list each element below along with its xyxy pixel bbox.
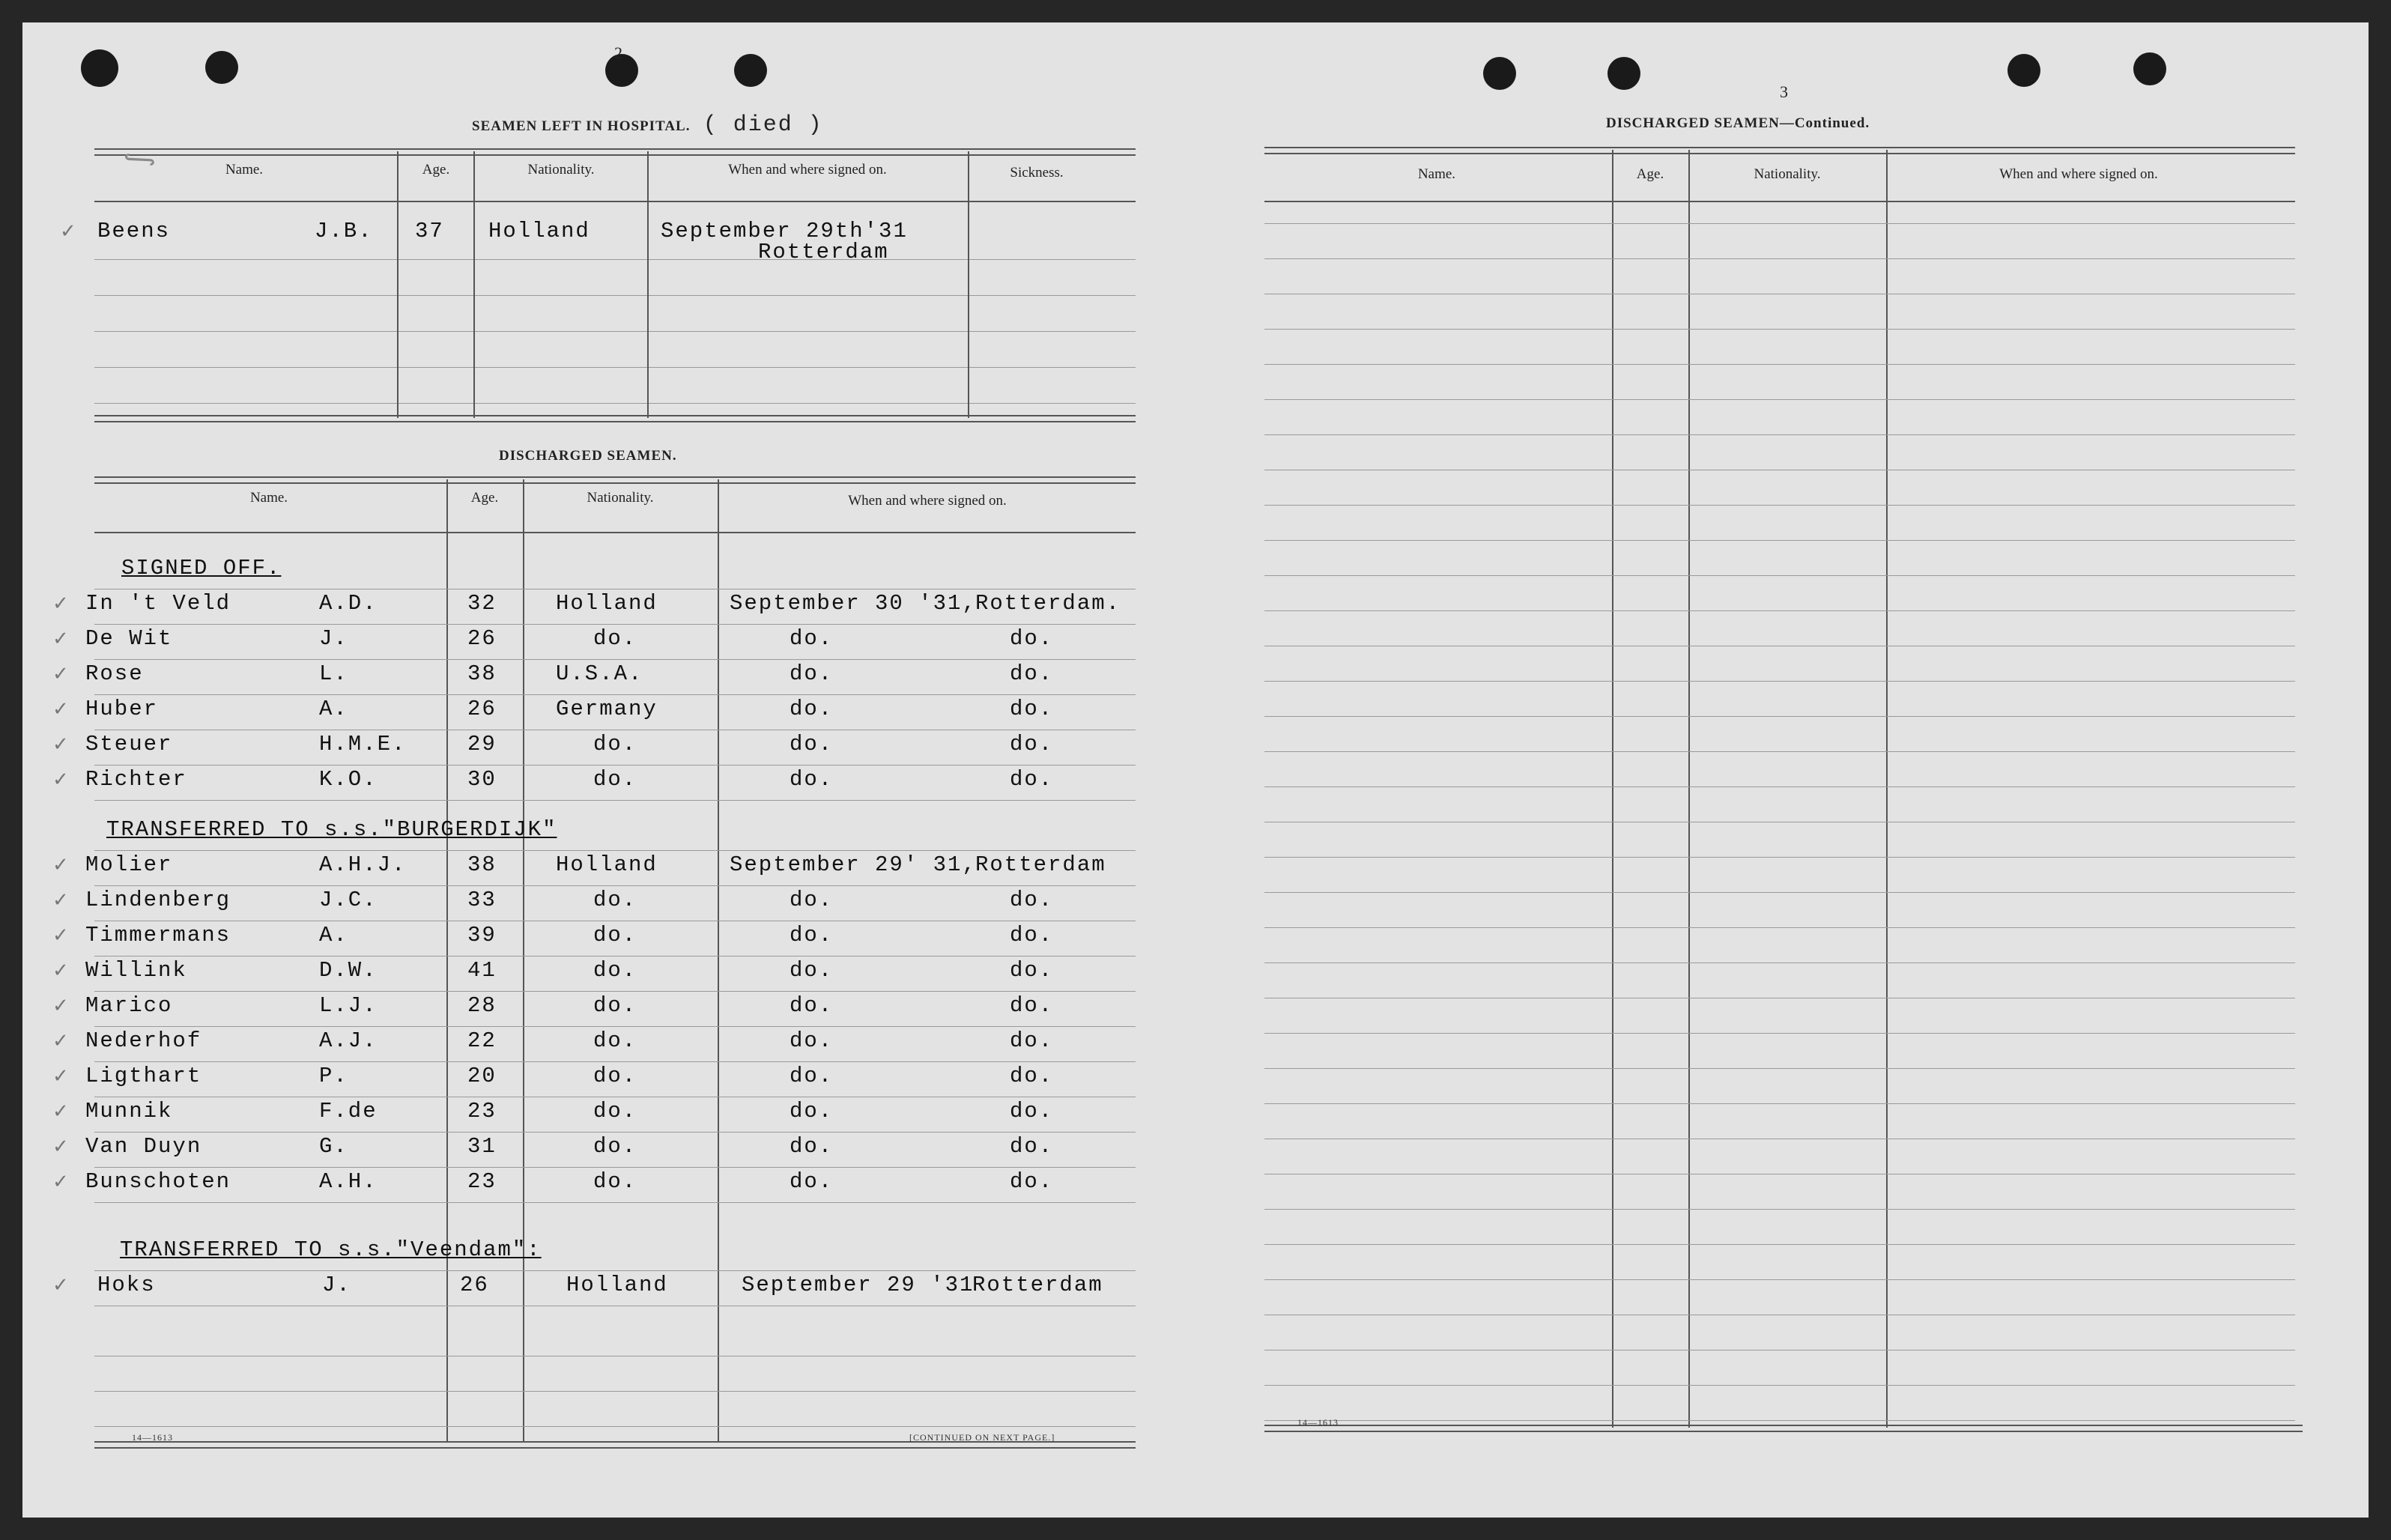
row-rule bbox=[1264, 1385, 2295, 1386]
check-mark: ✓ bbox=[52, 1100, 69, 1123]
page-number-right: 3 bbox=[1780, 82, 1788, 101]
seaman-nationality: do. bbox=[593, 923, 637, 948]
check-mark: ✓ bbox=[52, 995, 69, 1017]
group-heading: TRANSFERRED TO s.s."Veendam": bbox=[120, 1237, 542, 1262]
seaman-signed-on-place: do. bbox=[1010, 661, 1054, 686]
seaman-initials: A.J. bbox=[319, 1028, 378, 1053]
check-mark: ✓ bbox=[52, 854, 69, 876]
row-rule bbox=[1264, 258, 2295, 259]
row-rule bbox=[94, 331, 1136, 332]
seaman-initials: J.C. bbox=[319, 888, 378, 912]
seaman-nationality: do. bbox=[593, 888, 637, 912]
seaman-surname: Hoks bbox=[97, 1273, 156, 1297]
row-rule bbox=[94, 850, 1136, 851]
seaman-initials: D.W. bbox=[319, 958, 378, 983]
check-mark: ✓ bbox=[52, 1136, 69, 1158]
row-rule bbox=[1264, 892, 2295, 893]
seaman-signed-on-date: do. bbox=[790, 1099, 834, 1124]
seaman-initials: L.J. bbox=[319, 993, 378, 1018]
footer-form-number-right: 14—1613 bbox=[1297, 1417, 1339, 1428]
row-rule bbox=[94, 956, 1136, 957]
seaman-signed-on-place: Rotterdam bbox=[972, 1273, 1103, 1297]
footer-continued-note: [CONTINUED ON NEXT PAGE.] bbox=[909, 1432, 1055, 1443]
check-mark: ✓ bbox=[52, 1274, 69, 1297]
seaman-surname: In 't Veld bbox=[85, 591, 231, 616]
row-rule bbox=[1264, 786, 2295, 787]
seaman-nationality: Holland bbox=[556, 852, 658, 877]
seaman-signed-on-date: do. bbox=[790, 732, 834, 757]
seaman-initials: J. bbox=[322, 1273, 351, 1297]
seaman-age: 38 bbox=[467, 661, 497, 686]
discharged-header-rule bbox=[94, 532, 1136, 533]
discharged-table-top-rule bbox=[94, 476, 1136, 484]
seaman-signed-on-date: do. bbox=[790, 767, 834, 792]
col-divider bbox=[1886, 150, 1888, 1428]
hospital-title-text: SEAMEN LEFT IN HOSPITAL. bbox=[472, 118, 691, 134]
seaman-signed-on-date: do. bbox=[790, 1064, 834, 1088]
footer-form-number-left: 14—1613 bbox=[132, 1432, 173, 1443]
check-mark: ✓ bbox=[52, 733, 69, 756]
seaman-age: 41 bbox=[467, 958, 497, 983]
seaman-surname: Munnik bbox=[85, 1099, 173, 1124]
seaman-signed-on-date: do. bbox=[790, 697, 834, 721]
seaman-initials: L. bbox=[319, 661, 348, 686]
seaman-surname: Rose bbox=[85, 661, 144, 686]
check-mark: ✓ bbox=[52, 663, 69, 685]
right-col-name: Name. bbox=[1417, 166, 1456, 182]
check-mark: ✓ bbox=[52, 1030, 69, 1052]
seaman-age: 39 bbox=[467, 923, 497, 948]
seaman-signed-on-date: do. bbox=[790, 958, 834, 983]
seaman-surname: Steuer bbox=[85, 732, 173, 757]
seaman-initials: A.H.J. bbox=[319, 852, 407, 877]
seaman-nationality: do. bbox=[593, 1064, 637, 1088]
row-rule bbox=[94, 659, 1136, 660]
row-rule bbox=[94, 624, 1136, 625]
seaman-initials: F.de bbox=[319, 1099, 378, 1124]
punch-hole bbox=[1607, 57, 1640, 90]
right-col-signed-on: When and where signed on. bbox=[1999, 166, 2158, 182]
row-rule bbox=[94, 800, 1136, 801]
punch-hole bbox=[205, 51, 238, 84]
seaman-signed-on-date: do. bbox=[790, 1134, 834, 1159]
seaman-signed-on-place: Rotterdam bbox=[975, 852, 1106, 877]
seaman-signed-on-date: do. bbox=[790, 888, 834, 912]
seaman-nationality: Holland bbox=[566, 1273, 668, 1297]
seaman-age: 22 bbox=[467, 1028, 497, 1053]
hospital-age: 37 bbox=[415, 219, 444, 243]
row-rule bbox=[94, 367, 1136, 368]
row-rule bbox=[1264, 1209, 2295, 1210]
seaman-signed-on-place: do. bbox=[1010, 697, 1054, 721]
row-rule bbox=[1264, 1420, 2295, 1421]
check-mark: ✓ bbox=[52, 889, 69, 912]
row-rule bbox=[94, 1202, 1136, 1203]
check-mark: ✓ bbox=[52, 1065, 69, 1088]
seaman-initials: K.O. bbox=[319, 767, 378, 792]
row-rule bbox=[1264, 223, 2295, 224]
hospital-header-rule bbox=[94, 201, 1136, 202]
margin-scribble: ∫ bbox=[124, 151, 159, 168]
seaman-signed-on-place: do. bbox=[1010, 993, 1054, 1018]
discharged-col-age: Age. bbox=[470, 490, 499, 506]
row-rule bbox=[1264, 1279, 2295, 1280]
group-heading: TRANSFERRED TO s.s."BURGERDIJK" bbox=[106, 817, 557, 842]
row-rule bbox=[1264, 505, 2295, 506]
check-mark: ✓ bbox=[52, 769, 69, 791]
row-rule bbox=[1264, 681, 2295, 682]
seaman-surname: Timmermans bbox=[85, 923, 231, 948]
discharged-col-nationality: Nationality. bbox=[587, 490, 654, 506]
hospital-table-bottom-rule bbox=[94, 415, 1136, 422]
row-rule bbox=[1264, 751, 2295, 752]
seaman-age: 29 bbox=[467, 732, 497, 757]
row-rule bbox=[1264, 364, 2295, 365]
row-rule bbox=[1264, 575, 2295, 576]
row-rule bbox=[1264, 1103, 2295, 1104]
seaman-initials: J. bbox=[319, 626, 348, 651]
seaman-surname: Van Duyn bbox=[85, 1134, 202, 1159]
hospital-col-sickness: Sickness. bbox=[1010, 165, 1064, 181]
seaman-signed-on-place: do. bbox=[1010, 1064, 1054, 1088]
seaman-nationality: do. bbox=[593, 958, 637, 983]
right-col-age: Age. bbox=[1636, 166, 1664, 182]
seaman-age: 26 bbox=[467, 697, 497, 721]
row-rule bbox=[1264, 610, 2295, 611]
seaman-nationality: do. bbox=[593, 1099, 637, 1124]
seaman-surname: Ligthart bbox=[85, 1064, 202, 1088]
row-rule bbox=[1264, 927, 2295, 928]
seaman-nationality: U.S.A. bbox=[556, 661, 643, 686]
col-divider bbox=[968, 151, 969, 418]
row-rule bbox=[94, 259, 1136, 260]
seaman-surname: Bunschoten bbox=[85, 1169, 231, 1194]
seaman-age: 32 bbox=[467, 591, 497, 616]
punch-hole bbox=[2007, 54, 2040, 87]
seaman-surname: Marico bbox=[85, 993, 173, 1018]
punch-hole bbox=[1483, 57, 1516, 90]
seaman-signed-on-place: do. bbox=[1010, 1169, 1054, 1194]
seaman-surname: De Wit bbox=[85, 626, 173, 651]
discharged-section-title: DISCHARGED SEAMEN. bbox=[499, 448, 677, 464]
seaman-signed-on-place: do. bbox=[1010, 888, 1054, 912]
seaman-nationality: do. bbox=[593, 1028, 637, 1053]
row-rule bbox=[1264, 716, 2295, 717]
ledger-sheet bbox=[22, 22, 2369, 1518]
seaman-nationality: do. bbox=[593, 626, 637, 651]
seaman-initials: G. bbox=[319, 1134, 348, 1159]
seaman-initials: A. bbox=[319, 697, 348, 721]
seaman-age: 23 bbox=[467, 1099, 497, 1124]
row-rule bbox=[94, 1270, 1136, 1271]
check-mark: ✓ bbox=[52, 628, 69, 650]
row-rule bbox=[1264, 434, 2295, 435]
row-rule bbox=[94, 991, 1136, 992]
check-mark: ✓ bbox=[52, 698, 69, 721]
seaman-surname: Willink bbox=[85, 958, 187, 983]
page-number-left: 2 bbox=[614, 43, 622, 62]
seaman-signed-on-place: do. bbox=[1010, 958, 1054, 983]
check-mark: ✓ bbox=[52, 1171, 69, 1193]
seaman-signed-on-place: do. bbox=[1010, 1134, 1054, 1159]
hospital-col-age: Age. bbox=[422, 162, 450, 178]
seaman-age: 31 bbox=[467, 1134, 497, 1159]
row-rule bbox=[94, 885, 1136, 886]
row-rule bbox=[94, 1391, 1136, 1392]
seaman-initials: A.H. bbox=[319, 1169, 378, 1194]
seaman-signed-on-place: do. bbox=[1010, 626, 1054, 651]
seaman-initials: P. bbox=[319, 1064, 348, 1088]
check-mark: ✓ bbox=[52, 924, 69, 947]
seaman-surname: Molier bbox=[85, 852, 173, 877]
discharged-col-name: Name. bbox=[249, 490, 288, 506]
punch-hole bbox=[2133, 52, 2166, 85]
row-rule bbox=[1264, 329, 2295, 330]
check-mark: ✓ bbox=[60, 220, 76, 243]
seaman-signed-on-place: do. bbox=[1010, 767, 1054, 792]
row-rule bbox=[94, 295, 1136, 296]
row-rule bbox=[1264, 540, 2295, 541]
punch-hole bbox=[734, 54, 767, 87]
seaman-surname: Nederhof bbox=[85, 1028, 202, 1053]
seaman-nationality: do. bbox=[593, 1169, 637, 1194]
row-rule bbox=[94, 403, 1136, 404]
seaman-initials: A. bbox=[319, 923, 348, 948]
seaman-nationality: Holland bbox=[556, 591, 658, 616]
hospital-signed-on-date: September 29th'31 bbox=[661, 219, 908, 243]
hospital-col-signed-on: When and where signed on. bbox=[728, 162, 887, 178]
seaman-age: 28 bbox=[467, 993, 497, 1018]
seaman-surname: Lindenberg bbox=[85, 888, 231, 912]
col-divider bbox=[473, 151, 475, 418]
row-rule bbox=[94, 1132, 1136, 1133]
hospital-col-nationality: Nationality. bbox=[527, 162, 595, 178]
row-rule bbox=[94, 1061, 1136, 1062]
hospital-col-name: Name. bbox=[225, 162, 264, 178]
col-divider bbox=[397, 151, 398, 418]
seaman-signed-on-place: do. bbox=[1010, 732, 1054, 757]
seaman-signed-on-date: do. bbox=[790, 661, 834, 686]
seaman-signed-on-date: September 29' 31, bbox=[730, 852, 977, 877]
seaman-age: 23 bbox=[467, 1169, 497, 1194]
seaman-signed-on-date: September 30 '31, bbox=[730, 591, 977, 616]
row-rule bbox=[1264, 1033, 2295, 1034]
seaman-age: 30 bbox=[467, 767, 497, 792]
row-rule bbox=[94, 1026, 1136, 1027]
seaman-nationality: Germany bbox=[556, 697, 658, 721]
row-rule bbox=[1264, 399, 2295, 400]
punch-hole bbox=[81, 49, 118, 87]
seaman-age: 26 bbox=[467, 626, 497, 651]
row-rule bbox=[94, 694, 1136, 695]
row-rule bbox=[1264, 1068, 2295, 1069]
seaman-signed-on-date: do. bbox=[790, 626, 834, 651]
seaman-age: 26 bbox=[460, 1273, 489, 1297]
right-table-top-rule bbox=[1264, 147, 2295, 154]
seaman-signed-on-place: do. bbox=[1010, 1028, 1054, 1053]
col-divider bbox=[1688, 150, 1690, 1428]
seaman-age: 20 bbox=[467, 1064, 497, 1088]
row-rule bbox=[94, 1167, 1136, 1168]
group-heading: SIGNED OFF. bbox=[121, 556, 282, 580]
seaman-signed-on-date: do. bbox=[790, 993, 834, 1018]
seaman-signed-on-date: do. bbox=[790, 1169, 834, 1194]
seaman-surname: Huber bbox=[85, 697, 159, 721]
seaman-initials: H.M.E. bbox=[319, 732, 407, 757]
hospital-table-top-rule bbox=[94, 148, 1136, 156]
hospital-nationality: Holland bbox=[488, 219, 590, 243]
seaman-signed-on-date: do. bbox=[790, 923, 834, 948]
col-divider bbox=[1612, 150, 1613, 1428]
right-col-nationality: Nationality. bbox=[1754, 166, 1821, 182]
col-divider bbox=[647, 151, 649, 418]
row-rule bbox=[1264, 857, 2295, 858]
seaman-signed-on-place: do. bbox=[1010, 923, 1054, 948]
row-rule bbox=[1264, 962, 2295, 963]
right-header-rule bbox=[1264, 201, 2295, 202]
right-section-title: DISCHARGED SEAMEN—Continued. bbox=[1606, 115, 1870, 131]
seaman-nationality: do. bbox=[593, 767, 637, 792]
seaman-signed-on-date: September 29 '31 bbox=[742, 1273, 975, 1297]
check-mark: ✓ bbox=[52, 960, 69, 982]
hospital-died-annotation: ( died ) bbox=[703, 112, 823, 138]
row-rule bbox=[1264, 1244, 2295, 1245]
right-table-bottom-rule bbox=[1264, 1425, 2303, 1432]
seaman-age: 33 bbox=[467, 888, 497, 912]
row-rule bbox=[94, 1426, 1136, 1427]
hospital-section-title bbox=[472, 112, 823, 138]
discharged-col-signed-on: When and where signed on. bbox=[848, 493, 1007, 509]
seaman-initials: A.D. bbox=[319, 591, 378, 616]
hospital-surname: Beens bbox=[97, 219, 171, 243]
seaman-nationality: do. bbox=[593, 732, 637, 757]
seaman-age: 38 bbox=[467, 852, 497, 877]
hospital-initials: J.B. bbox=[315, 219, 373, 243]
seaman-signed-on-place: do. bbox=[1010, 1099, 1054, 1124]
check-mark: ✓ bbox=[52, 592, 69, 615]
hospital-signed-on-place: Rotterdam bbox=[758, 240, 889, 264]
row-rule bbox=[94, 765, 1136, 766]
seaman-surname: Richter bbox=[85, 767, 187, 792]
seaman-nationality: do. bbox=[593, 993, 637, 1018]
seaman-nationality: do. bbox=[593, 1134, 637, 1159]
seaman-signed-on-date: do. bbox=[790, 1028, 834, 1053]
seaman-signed-on-place: Rotterdam. bbox=[975, 591, 1121, 616]
